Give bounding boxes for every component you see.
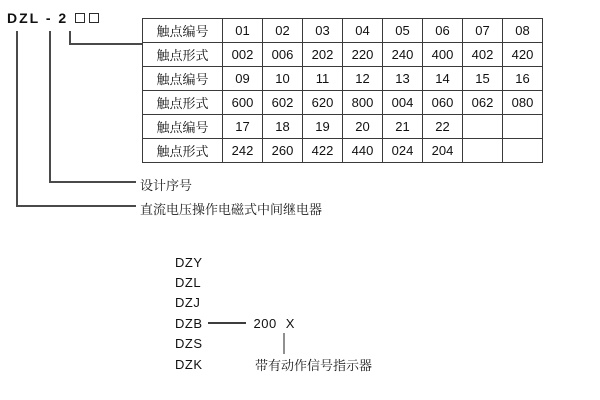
series-item-dzj: [175, 293, 295, 313]
table-cell: 05: [383, 19, 423, 43]
table-cell: 602: [263, 91, 303, 115]
table-row: [143, 91, 543, 115]
table-cell: 02: [263, 19, 303, 43]
indicator-connector-line: [283, 333, 285, 354]
table-cell: 06: [423, 19, 463, 43]
indicator-note-label: 带有动作信号指示器: [255, 358, 373, 373]
table-cell: 006: [263, 43, 303, 67]
series-item-dzs: [175, 334, 295, 354]
table-cell: 402: [463, 43, 503, 67]
table-cell: 060: [423, 91, 463, 115]
row-label: 触点形式: [143, 139, 223, 163]
dzb-number: 200: [253, 315, 277, 331]
table-row: [143, 139, 543, 163]
table-cell: 400: [423, 43, 463, 67]
row-label: 触点编号: [143, 115, 223, 139]
table-row: [143, 19, 543, 43]
row-label: 触点编号: [143, 19, 223, 43]
table-cell: 202: [303, 43, 343, 67]
table-cell: 062: [463, 91, 503, 115]
series-item-label: DZB: [175, 315, 203, 331]
table-cell: 15: [463, 67, 503, 91]
table-cell: 04: [343, 19, 383, 43]
table-cell: 20: [343, 115, 383, 139]
relay-connector-horizontal-line: [16, 205, 136, 207]
series-item-label: DZJ: [175, 295, 201, 311]
table-cell: 19: [303, 115, 343, 139]
table-cell: 002: [223, 43, 263, 67]
series-item-dzy: [175, 252, 295, 272]
table-cell: 080: [503, 91, 543, 115]
table-cell: [503, 115, 543, 139]
table-row: [143, 43, 543, 67]
table-cell: 11: [303, 67, 343, 91]
contact-code-table: [142, 18, 543, 163]
table-cell: 17: [223, 115, 263, 139]
table-cell: 16: [503, 67, 543, 91]
dzb-variable: X: [285, 315, 295, 331]
table-cell: 22: [423, 115, 463, 139]
table-cell: 14: [423, 67, 463, 91]
series-item-label: DZY: [175, 254, 203, 270]
series-item-label: DZK: [175, 356, 203, 372]
series-item-label: DZL: [175, 275, 202, 291]
table-cell: 440: [343, 139, 383, 163]
relay-description-label: 直流电压操作电磁式中间继电器: [140, 202, 323, 217]
serial-connector-vertical-line: [49, 31, 51, 183]
row-label: 触点编号: [143, 67, 223, 91]
table-cell: 620: [303, 91, 343, 115]
placeholder-square-2: [89, 13, 99, 23]
table-cell: 420: [503, 43, 543, 67]
series-item-label: DZS: [175, 336, 203, 352]
table-cell: 21: [383, 115, 423, 139]
table-cell: 10: [263, 67, 303, 91]
design-serial-label: 设计序号: [140, 178, 193, 193]
table-cell: 004: [383, 91, 423, 115]
table-cell: [463, 139, 503, 163]
table-cell: 800: [343, 91, 383, 115]
series-item-dzb: [175, 313, 295, 333]
table-cell: 08: [503, 19, 543, 43]
table-cell: 07: [463, 19, 503, 43]
table-cell: 600: [223, 91, 263, 115]
table-cell: [463, 115, 503, 139]
table-cell: 03: [303, 19, 343, 43]
table-cell: 09: [223, 67, 263, 91]
table-cell: 220: [343, 43, 383, 67]
table-cell: 18: [263, 115, 303, 139]
table-cell: 242: [223, 139, 263, 163]
table-cell: 240: [383, 43, 423, 67]
placeholder-square-1: [75, 13, 85, 23]
table-row: [143, 115, 543, 139]
row-label: 触点形式: [143, 43, 223, 67]
serial-connector-horizontal-line: [49, 181, 136, 183]
series-item-dzl: [175, 272, 295, 292]
table-cell: 204: [423, 139, 463, 163]
relay-connector-vertical-line: [16, 31, 18, 207]
model-designation: [7, 10, 99, 26]
square-connector-horizontal-line: [69, 43, 142, 45]
model-designation-text: DZL - 2: [7, 10, 69, 26]
table-cell: 13: [383, 67, 423, 91]
table-cell: [503, 139, 543, 163]
row-label: 触点形式: [143, 91, 223, 115]
table-cell: 12: [343, 67, 383, 91]
table-row: [143, 67, 543, 91]
table-cell: 422: [303, 139, 343, 163]
dzb-connector-dash: [208, 322, 246, 324]
table-cell: 01: [223, 19, 263, 43]
table-cell: 024: [383, 139, 423, 163]
table-cell: 260: [263, 139, 303, 163]
